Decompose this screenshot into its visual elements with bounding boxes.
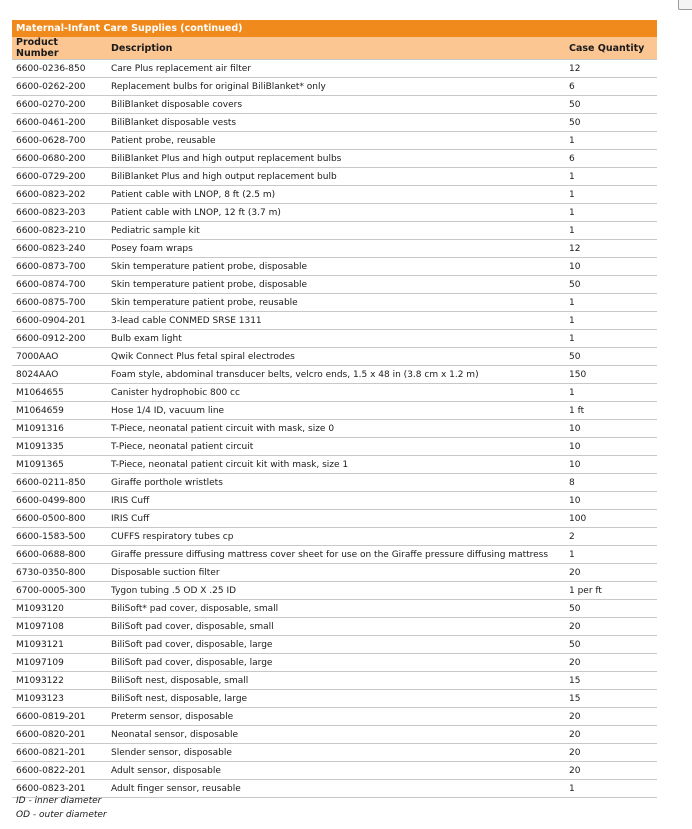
description-cell: Preterm sensor, disposable xyxy=(107,708,565,726)
column-header-row xyxy=(12,37,657,60)
table-row xyxy=(12,294,657,312)
case-quantity-cell: 20 xyxy=(565,726,657,744)
product-number-cell: M1064655 xyxy=(12,384,107,402)
description-cell: Disposable suction filter xyxy=(107,564,565,582)
description-cell: Skin temperature patient probe, reusable xyxy=(107,294,565,312)
table-row xyxy=(12,726,657,744)
table-row xyxy=(12,654,657,672)
table-row xyxy=(12,132,657,150)
description-cell: Tygon tubing .5 OD X .25 ID xyxy=(107,582,565,600)
table-row xyxy=(12,546,657,564)
case-quantity-cell: 15 xyxy=(565,672,657,690)
table-row xyxy=(12,636,657,654)
description-cell: BiliBlanket disposable covers xyxy=(107,96,565,114)
product-number-cell: M1091335 xyxy=(12,438,107,456)
product-number-cell: 6600-0823-201 xyxy=(12,780,107,798)
table-row xyxy=(12,78,657,96)
description-cell: Posey foam wraps xyxy=(107,240,565,258)
table-row xyxy=(12,744,657,762)
case-quantity-cell: 1 xyxy=(565,546,657,564)
description-cell: IRIS Cuff xyxy=(107,492,565,510)
case-quantity-cell: 1 xyxy=(565,204,657,222)
description-cell: Giraffe porthole wristlets xyxy=(107,474,565,492)
description-cell: Foam style, abdominal transducer belts, velcro ends, 1.5 x 48 in (3.8 cm x 1.2 m) xyxy=(107,366,565,384)
product-number-cell: 6700-0005-300 xyxy=(12,582,107,600)
case-quantity-cell: 20 xyxy=(565,618,657,636)
case-quantity-cell: 12 xyxy=(565,240,657,258)
case-quantity-cell: 8 xyxy=(565,474,657,492)
description-cell: Hose 1/4 ID, vacuum line xyxy=(107,402,565,420)
product-number-cell: M1093123 xyxy=(12,690,107,708)
table-row xyxy=(12,312,657,330)
table-row xyxy=(12,600,657,618)
product-number-cell: 6600-0912-200 xyxy=(12,330,107,348)
table-row xyxy=(12,582,657,600)
case-quantity-cell: 1 xyxy=(565,330,657,348)
table-row xyxy=(12,438,657,456)
table-row xyxy=(12,384,657,402)
product-number-cell: 6600-0874-700 xyxy=(12,276,107,294)
product-number-cell: M1064659 xyxy=(12,402,107,420)
case-quantity-cell: 1 xyxy=(565,186,657,204)
description-cell: Patient probe, reusable xyxy=(107,132,565,150)
description-cell: T-Piece, neonatal patient circuit xyxy=(107,438,565,456)
case-quantity-cell: 20 xyxy=(565,708,657,726)
description-cell: Slender sensor, disposable xyxy=(107,744,565,762)
product-number-cell: 6600-0823-202 xyxy=(12,186,107,204)
table-row xyxy=(12,348,657,366)
table-row xyxy=(12,402,657,420)
case-quantity-cell: 6 xyxy=(565,150,657,168)
description-cell: BiliSoft pad cover, disposable, large xyxy=(107,654,565,672)
description-cell: Bulb exam light xyxy=(107,330,565,348)
product-number-cell: M1091365 xyxy=(12,456,107,474)
product-number-cell: M1093120 xyxy=(12,600,107,618)
case-quantity-cell: 1 xyxy=(565,222,657,240)
table-row xyxy=(12,456,657,474)
description-cell: Adult finger sensor, reusable xyxy=(107,780,565,798)
case-quantity-cell: 1 xyxy=(565,132,657,150)
description-cell: Care Plus replacement air filter xyxy=(107,60,565,78)
product-number-cell: 6600-0236-850 xyxy=(12,60,107,78)
description-cell: Patient cable with LNOP, 8 ft (2.5 m) xyxy=(107,186,565,204)
table-row xyxy=(12,186,657,204)
description-cell: Neonatal sensor, disposable xyxy=(107,726,565,744)
description-cell: BiliBlanket Plus and high output replacement bulb xyxy=(107,168,565,186)
product-number-cell: 6730-0350-800 xyxy=(12,564,107,582)
description-cell: BiliSoft* pad cover, disposable, small xyxy=(107,600,565,618)
table-row xyxy=(12,222,657,240)
table-row xyxy=(12,690,657,708)
case-quantity-cell: 50 xyxy=(565,348,657,366)
description-cell: Skin temperature patient probe, disposable xyxy=(107,258,565,276)
product-number-cell: M1097109 xyxy=(12,654,107,672)
description-cell: BiliSoft nest, disposable, small xyxy=(107,672,565,690)
product-number-cell: 6600-0680-200 xyxy=(12,150,107,168)
description-cell: Qwik Connect Plus fetal spiral electrodes xyxy=(107,348,565,366)
case-quantity-cell: 20 xyxy=(565,564,657,582)
table-row xyxy=(12,672,657,690)
case-quantity-cell: 15 xyxy=(565,690,657,708)
case-quantity-cell: 10 xyxy=(565,456,657,474)
case-quantity-cell: 1 xyxy=(565,384,657,402)
table-row xyxy=(12,474,657,492)
case-quantity-cell: 20 xyxy=(565,762,657,780)
table-row xyxy=(12,528,657,546)
table-row xyxy=(12,150,657,168)
case-quantity-cell: 10 xyxy=(565,420,657,438)
table-row xyxy=(12,780,657,798)
table-row xyxy=(12,276,657,294)
case-quantity-cell: 1 xyxy=(565,294,657,312)
product-number-cell: 6600-0819-201 xyxy=(12,708,107,726)
description-cell: IRIS Cuff xyxy=(107,510,565,528)
case-quantity-cell: 50 xyxy=(565,114,657,132)
description-cell: BiliBlanket disposable vests xyxy=(107,114,565,132)
table-row xyxy=(12,510,657,528)
product-number-cell: M1097108 xyxy=(12,618,107,636)
supplies-table-container xyxy=(12,20,657,798)
case-quantity-cell: 1 per ft xyxy=(565,582,657,600)
description-cell: 3-lead cable CONMED SRSE 1311 xyxy=(107,312,565,330)
product-number-cell: 6600-0211-850 xyxy=(12,474,107,492)
footnotes xyxy=(16,794,107,822)
table-row xyxy=(12,258,657,276)
product-number-cell: 8024AAO xyxy=(12,366,107,384)
case-quantity-cell: 20 xyxy=(565,744,657,762)
case-quantity-cell: 50 xyxy=(565,636,657,654)
case-quantity-cell: 10 xyxy=(565,438,657,456)
description-cell: Giraffe pressure diffusing mattress cover sheet for use on the Giraffe pressure diffusing mattress xyxy=(107,546,565,564)
product-number-cell: 6600-0500-800 xyxy=(12,510,107,528)
table-row xyxy=(12,240,657,258)
table-row xyxy=(12,114,657,132)
description-cell: CUFFS respiratory tubes cp xyxy=(107,528,565,546)
product-number-cell: 6600-0628-700 xyxy=(12,132,107,150)
table-row xyxy=(12,330,657,348)
supplies-table xyxy=(12,20,657,798)
footnote-od: OD - outer diameter xyxy=(16,810,107,820)
product-number-cell: M1093121 xyxy=(12,636,107,654)
table-row xyxy=(12,618,657,636)
description-cell: BiliBlanket Plus and high output replacement bulbs xyxy=(107,150,565,168)
case-quantity-cell: 50 xyxy=(565,96,657,114)
header-description: Description xyxy=(107,37,565,60)
product-number-cell: 6600-0262-200 xyxy=(12,78,107,96)
description-cell: Replacement bulbs for original BiliBlanket* only xyxy=(107,78,565,96)
table-row xyxy=(12,168,657,186)
case-quantity-cell: 20 xyxy=(565,654,657,672)
case-quantity-cell: 1 xyxy=(565,168,657,186)
case-quantity-cell: 10 xyxy=(565,258,657,276)
case-quantity-cell: 50 xyxy=(565,600,657,618)
description-cell: T-Piece, neonatal patient circuit with mask, size 0 xyxy=(107,420,565,438)
table-title-row xyxy=(12,20,657,37)
product-number-cell: M1093122 xyxy=(12,672,107,690)
table-title: Maternal-Infant Care Supplies (continued) xyxy=(12,20,657,37)
header-product-number: Product Number xyxy=(12,37,107,60)
table-row xyxy=(12,204,657,222)
case-quantity-cell: 6 xyxy=(565,78,657,96)
description-cell: T-Piece, neonatal patient circuit kit with mask, size 1 xyxy=(107,456,565,474)
description-cell: BiliSoft pad cover, disposable, small xyxy=(107,618,565,636)
table-row xyxy=(12,60,657,78)
table-row xyxy=(12,96,657,114)
product-number-cell: 6600-0688-800 xyxy=(12,546,107,564)
product-number-cell: 6600-0822-201 xyxy=(12,762,107,780)
description-cell: Patient cable with LNOP, 12 ft (3.7 m) xyxy=(107,204,565,222)
product-number-cell: M1091316 xyxy=(12,420,107,438)
case-quantity-cell: 150 xyxy=(565,366,657,384)
window-corner-tab xyxy=(678,0,692,10)
description-cell: Canister hydrophobic 800 cc xyxy=(107,384,565,402)
table-row xyxy=(12,420,657,438)
case-quantity-cell: 12 xyxy=(565,60,657,78)
table-row xyxy=(12,366,657,384)
description-cell: BiliSoft pad cover, disposable, large xyxy=(107,636,565,654)
table-row xyxy=(12,708,657,726)
case-quantity-cell: 1 ft xyxy=(565,402,657,420)
product-number-cell: 6600-0875-700 xyxy=(12,294,107,312)
product-number-cell: 6600-1583-500 xyxy=(12,528,107,546)
description-cell: Skin temperature patient probe, disposable xyxy=(107,276,565,294)
table-row xyxy=(12,762,657,780)
product-number-cell: 6600-0461-200 xyxy=(12,114,107,132)
case-quantity-cell: 100 xyxy=(565,510,657,528)
product-number-cell: 6600-0499-800 xyxy=(12,492,107,510)
product-number-cell: 6600-0820-201 xyxy=(12,726,107,744)
description-cell: Pediatric sample kit xyxy=(107,222,565,240)
product-number-cell: 6600-0729-200 xyxy=(12,168,107,186)
product-number-cell: 6600-0873-700 xyxy=(12,258,107,276)
footnote-id: ID - inner diameter xyxy=(16,796,102,806)
case-quantity-cell: 1 xyxy=(565,312,657,330)
product-number-cell: 6600-0904-201 xyxy=(12,312,107,330)
product-number-cell: 6600-0270-200 xyxy=(12,96,107,114)
description-cell: Adult sensor, disposable xyxy=(107,762,565,780)
table-row xyxy=(12,564,657,582)
case-quantity-cell: 1 xyxy=(565,780,657,798)
description-cell: BiliSoft nest, disposable, large xyxy=(107,690,565,708)
header-case-quantity: Case Quantity xyxy=(565,37,657,60)
product-number-cell: 6600-0823-210 xyxy=(12,222,107,240)
case-quantity-cell: 10 xyxy=(565,492,657,510)
case-quantity-cell: 2 xyxy=(565,528,657,546)
table-row xyxy=(12,492,657,510)
case-quantity-cell: 50 xyxy=(565,276,657,294)
product-number-cell: 6600-0823-240 xyxy=(12,240,107,258)
product-number-cell: 6600-0823-203 xyxy=(12,204,107,222)
product-number-cell: 7000AAO xyxy=(12,348,107,366)
product-number-cell: 6600-0821-201 xyxy=(12,744,107,762)
